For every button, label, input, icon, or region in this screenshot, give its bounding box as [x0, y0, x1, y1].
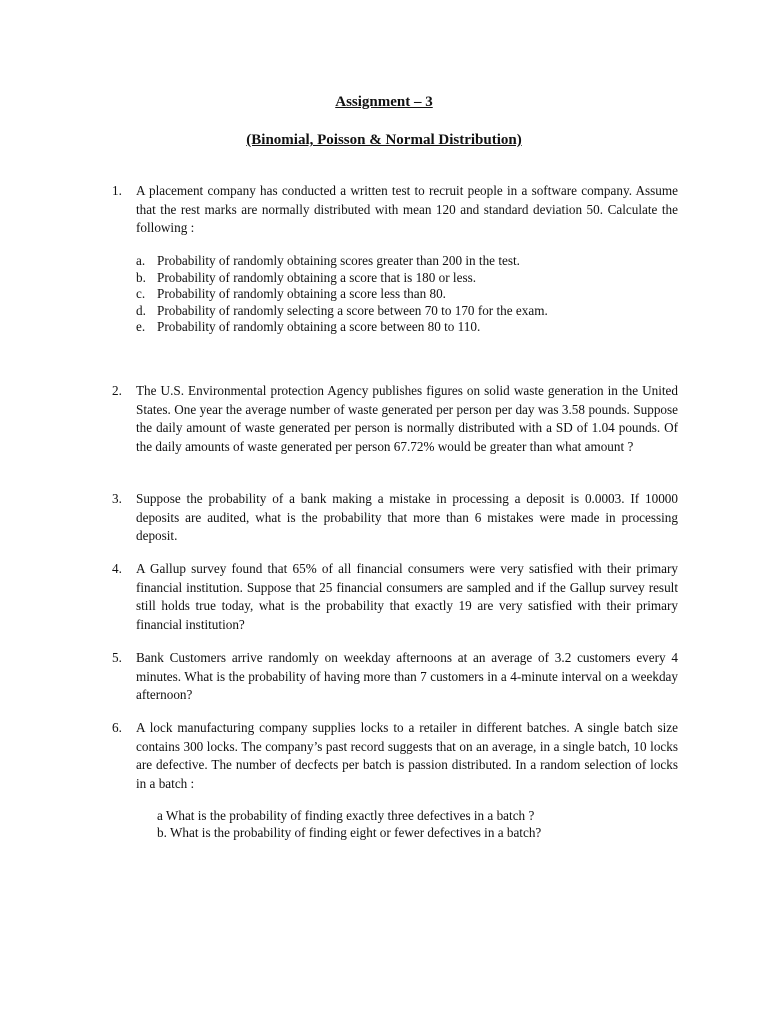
subitem — [136, 303, 676, 320]
subitem-letter: b. — [136, 269, 146, 285]
question-number: 5. — [112, 650, 122, 665]
question-1 — [112, 182, 678, 238]
question-5 — [112, 649, 678, 705]
subitem-text: a What is the probability of finding exactly three defectives in a batch ? — [157, 808, 535, 823]
question-text: Suppose the probability of a bank making a mistake in processing a deposit is 0.0003. If 10000 deposits are audited, what is the probability that more than 6 mistakes were made in processing deposit. — [136, 491, 678, 543]
question-3 — [112, 490, 678, 546]
subitem-text: b. What is the probability of finding eight or fewer defectives in a batch? — [157, 824, 542, 840]
question-text: A placement company has conducted a written test to recruit people in a software company. Assume that the rest marks are normally distributed with mean 120 and standard deviation 50. Calculate the following : — [136, 183, 678, 235]
document-subtitle: (Binomial, Poisson & Normal Distribution) — [246, 132, 522, 148]
subitem-letter: d. — [136, 302, 146, 318]
subitem-letter: a. — [136, 253, 146, 268]
document-title: Assignment – 3 — [335, 94, 433, 110]
question-number: 2. — [112, 383, 122, 398]
question-text: The U.S. Environmental protection Agency publishes figures on solid waste generation in the United States. One year the average number of waste generated per person per day was 3.58 pounds. Suppose the daily amount of waste generated per person is normally distributed with a SD of 1.04 pounds. Of the daily amounts of waste generated per person 67.72% would be greater than what amount ? — [136, 383, 678, 454]
question-6 — [112, 719, 678, 793]
question-number: 4. — [112, 561, 122, 576]
subitem-letter: e. — [136, 319, 146, 335]
question-2 — [112, 382, 678, 456]
question-6-subitems — [157, 808, 657, 841]
subitem-text: Probability of randomly obtaining scores greater than 200 in the test. — [157, 253, 520, 268]
subitem-letter: c. — [136, 286, 146, 302]
subitem-text: Probability of randomly obtaining a score between 80 to 110. — [157, 319, 481, 335]
subitem — [136, 319, 676, 336]
subitem-text: Probability of randomly selecting a score between 70 to 170 for the exam. — [157, 302, 548, 318]
question-number: 6. — [112, 720, 122, 735]
subitem-text: Probability of randomly obtaining a score less than 80. — [157, 286, 446, 302]
question-number: 3. — [112, 491, 122, 506]
question-1-subitems — [136, 253, 676, 336]
question-text: A lock manufacturing company supplies locks to a retailer in different batches. A single batch size contains 300 locks. The company’s past record suggests that on an average, in a single batch, 10 locks are defective. The number of decfects per batch is passion distributed. In a random selection of locks in a batch : — [136, 720, 678, 791]
subitem — [136, 253, 676, 270]
question-number: 1. — [112, 183, 122, 198]
subitem — [136, 286, 676, 303]
question-4 — [112, 560, 678, 634]
subitem — [136, 270, 676, 287]
question-text: A Gallup survey found that 65% of all financial consumers were very satisfied with their primary financial institution. Suppose that 25 financial consumers are sampled and if the Gallup survey result still holds true today, what is the probability that exactly 19 are very satisfied with their primary financial institution? — [136, 561, 678, 632]
subitem-text: Probability of randomly obtaining a score that is 180 or less. — [157, 269, 477, 285]
question-text: Bank Customers arrive randomly on weekday afternoons at an average of 3.2 customers every 4 minutes. What is the probability of having more than 7 customers in a 4-minute interval on a weekday afternoon? — [136, 650, 678, 702]
